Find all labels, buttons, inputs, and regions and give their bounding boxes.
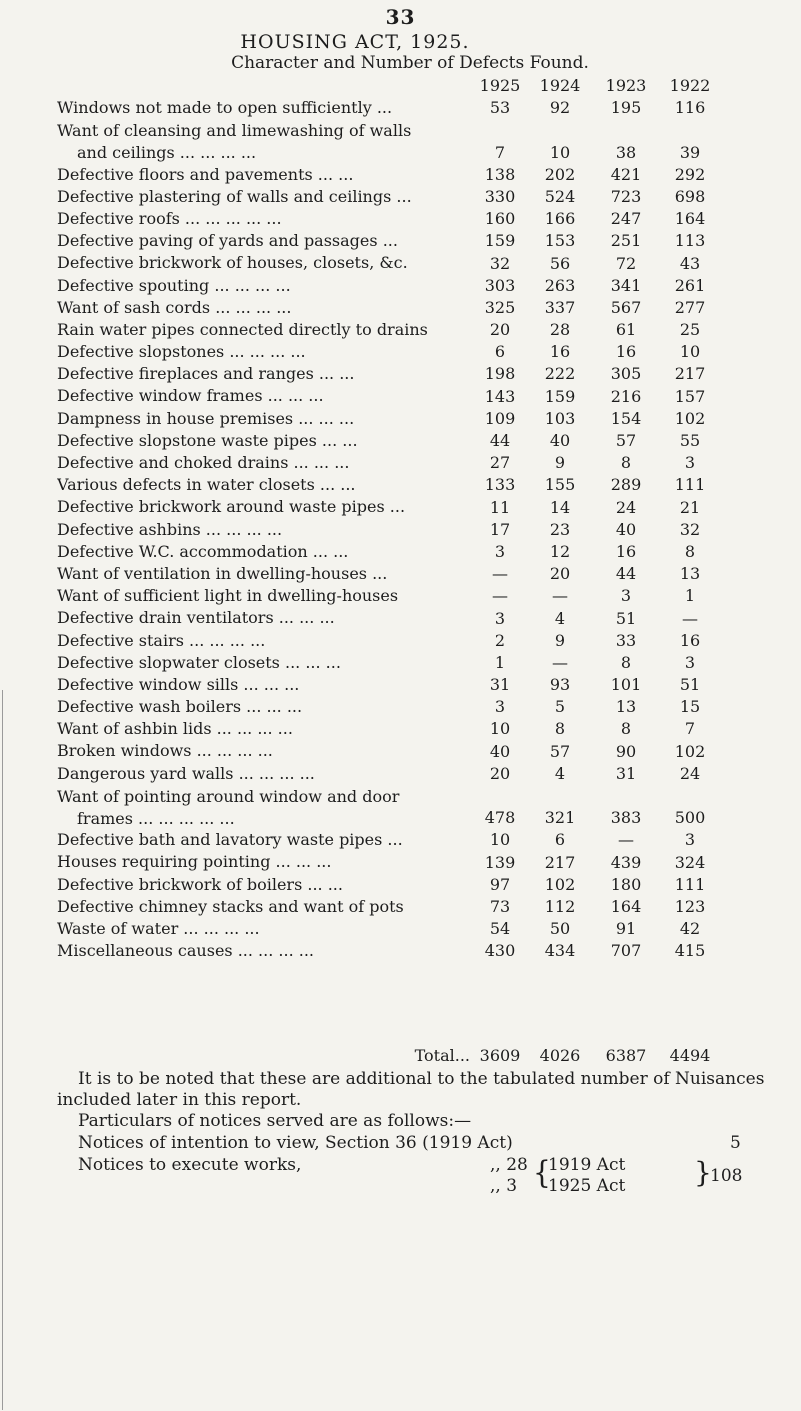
defect-count: 102 <box>674 408 706 428</box>
defect-count: 93 <box>549 675 571 695</box>
defect-count: 91 <box>615 919 637 939</box>
defect-label <box>57 830 475 849</box>
defect-label-line: Waste of water ... ... ... ... <box>57 918 260 938</box>
defect-count: 3 <box>684 453 696 473</box>
table-row <box>0 941 801 963</box>
defect-count: — <box>552 652 568 672</box>
defect-count: 251 <box>610 231 642 251</box>
defect-label <box>57 231 475 250</box>
defect-count: 439 <box>610 852 642 872</box>
defect-label-line: Defective slopstones ... ... ... ... <box>57 342 306 362</box>
defect-count: 321 <box>544 808 576 828</box>
defect-count: 217 <box>544 852 576 872</box>
defect-count: 707 <box>610 941 642 961</box>
defect-count: 113 <box>674 231 706 251</box>
defect-count: 164 <box>674 209 706 229</box>
defect-label <box>57 431 475 450</box>
defect-count: 32 <box>679 519 701 539</box>
defect-label <box>57 342 475 361</box>
defect-count: 500 <box>674 808 706 828</box>
defect-label <box>57 386 475 405</box>
execute-section-2: ,, 3 <box>490 1176 518 1196</box>
defect-label-line: Defective window sills ... ... ... <box>57 674 300 694</box>
defect-label-line: Defective spouting ... ... ... ... <box>57 275 291 295</box>
defect-count: 415 <box>674 941 706 961</box>
defect-label-line: Defective window frames ... ... ... <box>57 386 324 406</box>
defect-count: 6 <box>554 830 566 850</box>
defect-count: 261 <box>674 275 706 295</box>
defect-count: 16 <box>615 541 637 561</box>
defect-label <box>57 253 475 272</box>
defect-count: 8 <box>620 719 632 739</box>
defect-label-line: Defective paving of yards and passages ... <box>57 231 398 251</box>
defect-count: — <box>552 586 568 606</box>
defect-count: 102 <box>674 741 706 761</box>
defect-count: 3 <box>684 652 696 672</box>
table-row <box>0 497 801 519</box>
defect-count: 157 <box>674 386 706 406</box>
defect-count: 92 <box>549 98 571 118</box>
defect-count: 27 <box>489 453 511 473</box>
defect-count: 567 <box>610 297 642 317</box>
table-row <box>0 564 801 586</box>
defect-label-line: Defective drain ventilators ... ... ... <box>57 608 335 628</box>
defect-count: 73 <box>489 896 511 916</box>
defect-count: 202 <box>544 164 576 184</box>
defect-count: 159 <box>484 231 516 251</box>
defect-count: 72 <box>615 253 637 273</box>
table-row <box>0 719 801 741</box>
defect-count: 383 <box>610 808 642 828</box>
defect-count: — <box>492 586 508 606</box>
defect-label <box>57 542 475 561</box>
defect-label <box>57 697 475 716</box>
defect-label <box>57 875 475 894</box>
defect-count: 217 <box>674 364 706 384</box>
defect-count: 57 <box>615 431 637 451</box>
defect-count: 11 <box>489 497 511 517</box>
table-row <box>0 586 801 608</box>
defect-count: 138 <box>484 164 516 184</box>
execute-section-1: ,, 28 <box>490 1155 528 1175</box>
defect-count: 7 <box>684 719 696 739</box>
defect-count: 13 <box>679 564 701 584</box>
defect-count: 10 <box>679 342 701 362</box>
defect-count: 4 <box>554 763 566 783</box>
defect-count: 16 <box>679 630 701 650</box>
defect-label <box>57 165 475 184</box>
defect-count: 103 <box>544 408 576 428</box>
defect-count: 330 <box>484 186 516 206</box>
defect-label <box>57 187 475 206</box>
defect-label <box>57 852 475 871</box>
page-subtitle: Character and Number of Defects Found. <box>231 53 589 73</box>
defect-label-line: Want of ashbin lids ... ... ... ... <box>57 719 293 739</box>
table-row <box>0 320 801 342</box>
defect-label-line: Want of sash cords ... ... ... ... <box>57 297 292 317</box>
defect-label-continuation: frames ... ... ... ... ... <box>77 809 235 829</box>
defect-count: 44 <box>615 564 637 584</box>
table-row <box>0 631 801 653</box>
defect-count: 9 <box>554 453 566 473</box>
table-row <box>0 653 801 675</box>
defect-count: 723 <box>610 186 642 206</box>
table-row <box>0 875 801 897</box>
defect-count: 112 <box>544 896 576 916</box>
defect-count: 2 <box>494 630 506 650</box>
defect-count: 8 <box>620 652 632 672</box>
defect-label <box>57 364 475 383</box>
defect-count: 305 <box>610 364 642 384</box>
defect-count: 3 <box>494 541 506 561</box>
page-title: HOUSING ACT, 1925. <box>240 31 470 53</box>
defect-count: 133 <box>484 475 516 495</box>
defect-count: 1 <box>494 652 506 672</box>
defect-count: 12 <box>549 541 571 561</box>
defect-label-line: Defective fireplaces and ranges ... ... <box>57 364 355 384</box>
defect-count: 16 <box>615 342 637 362</box>
table-row <box>0 386 801 408</box>
defect-count: 39 <box>679 142 701 162</box>
table-row <box>0 830 801 852</box>
table-row <box>0 209 801 231</box>
defect-label <box>57 764 475 783</box>
defect-count: 101 <box>610 675 642 695</box>
defect-count: 3 <box>684 830 696 850</box>
total-value: 3609 <box>479 1046 521 1065</box>
defect-count: 17 <box>489 519 511 539</box>
defect-label-line: Defective ashbins ... ... ... ... <box>57 519 283 539</box>
particulars-note: Particulars of notices served are as follows:— <box>78 1111 472 1131</box>
defects-table <box>0 98 801 963</box>
defect-label <box>57 586 475 605</box>
defect-count: 109 <box>484 408 516 428</box>
defect-count: 155 <box>544 475 576 495</box>
table-row <box>0 231 801 253</box>
defect-count: 31 <box>615 763 637 783</box>
defect-count: 524 <box>544 186 576 206</box>
defect-count: 10 <box>489 830 511 850</box>
defect-label-line: Want of sufficient light in dwelling-houses <box>57 586 399 606</box>
defect-label <box>57 475 475 494</box>
defect-label-line: Defective stairs ... ... ... ... <box>57 630 266 650</box>
defect-count: 44 <box>489 431 511 451</box>
additional-note: It is to be noted that these are additional to the tabulated number of Nuisances included later in this report. <box>57 1069 765 1110</box>
defect-count: 28 <box>549 320 571 340</box>
defect-count: 180 <box>610 874 642 894</box>
defect-count: 6 <box>494 342 506 362</box>
defect-count: 198 <box>484 364 516 384</box>
defect-count: 325 <box>484 297 516 317</box>
defect-count: 263 <box>544 275 576 295</box>
defect-count: 111 <box>674 475 706 495</box>
defect-count: 53 <box>489 98 511 118</box>
defect-count: 164 <box>610 896 642 916</box>
year-header: 1923 <box>605 76 647 95</box>
defect-count: 14 <box>549 497 571 517</box>
defect-count: 303 <box>484 275 516 295</box>
defect-label-line: Defective slopwater closets ... ... ... <box>57 652 341 672</box>
defect-count: 3 <box>494 697 506 717</box>
defect-count: 38 <box>615 142 637 162</box>
defect-count: 57 <box>549 741 571 761</box>
defect-count: 15 <box>679 697 701 717</box>
defect-label <box>57 209 475 228</box>
defect-label-line: Defective and choked drains ... ... ... <box>57 453 350 473</box>
defect-label <box>57 520 475 539</box>
defect-count: 31 <box>489 675 511 695</box>
view-notices-label: Notices of intention to view, Section 36 (1919 Act) <box>78 1133 513 1153</box>
defect-count: 160 <box>484 209 516 229</box>
defect-count: 8 <box>684 541 696 561</box>
defect-count: 24 <box>679 763 701 783</box>
defect-count: 153 <box>544 231 576 251</box>
table-row <box>0 520 801 542</box>
defect-label <box>57 608 475 627</box>
defect-count: 40 <box>549 431 571 451</box>
defect-count: 289 <box>610 475 642 495</box>
defect-label-line: Defective roofs ... ... ... ... ... <box>57 208 282 228</box>
right-brace: } <box>694 1156 712 1189</box>
defect-count: 16 <box>549 342 571 362</box>
defect-count: 23 <box>549 519 571 539</box>
defect-count: 154 <box>610 408 642 428</box>
defect-count: 195 <box>610 98 642 118</box>
defect-count: 97 <box>489 874 511 894</box>
defect-count: 277 <box>674 297 706 317</box>
defect-count: 25 <box>679 320 701 340</box>
defect-count: 43 <box>679 253 701 273</box>
table-row <box>0 852 801 874</box>
defect-label-line: Defective brickwork around waste pipes ... <box>57 497 406 517</box>
table-row <box>0 697 801 719</box>
defect-count: 166 <box>544 209 576 229</box>
execute-notices-label: Notices to execute works, <box>78 1155 302 1175</box>
defect-count: 8 <box>620 453 632 473</box>
table-row <box>0 741 801 763</box>
totals-label: Total... <box>414 1046 470 1065</box>
defect-label-line: Defective floors and pavements ... ... <box>57 164 354 184</box>
defect-label <box>57 897 475 916</box>
defect-count: 56 <box>549 253 571 273</box>
defect-label <box>57 919 475 938</box>
defect-count: 20 <box>489 320 511 340</box>
defect-label <box>57 276 475 295</box>
defect-label <box>57 741 475 760</box>
defect-count: 90 <box>615 741 637 761</box>
defect-label-line: Defective plastering of walls and ceilings ... <box>57 186 412 206</box>
defect-count: 40 <box>615 519 637 539</box>
defect-count: 111 <box>674 874 706 894</box>
table-row <box>0 542 801 564</box>
total-value: 6387 <box>605 1046 647 1065</box>
defect-label-line: Dampness in house premises ... ... ... <box>57 408 355 428</box>
defect-count: 10 <box>489 719 511 739</box>
table-row <box>0 364 801 386</box>
defect-count: 698 <box>674 186 706 206</box>
defect-count: 54 <box>489 919 511 939</box>
year-header: 1924 <box>539 76 581 95</box>
defect-count: 61 <box>615 320 637 340</box>
execute-act-2: 1925 Act <box>548 1176 626 1196</box>
table-row <box>0 675 801 697</box>
defect-count: — <box>682 608 698 628</box>
defect-label <box>57 941 475 960</box>
defect-label <box>57 298 475 317</box>
total-value: 4494 <box>669 1046 711 1065</box>
table-row <box>0 431 801 453</box>
table-row <box>0 608 801 630</box>
defect-count: 102 <box>544 874 576 894</box>
defect-label-line: Defective chimney stacks and want of pots <box>57 896 404 916</box>
defect-label <box>57 653 475 672</box>
defect-count: 9 <box>554 630 566 650</box>
total-value: 4026 <box>539 1046 581 1065</box>
defect-count: 5 <box>554 697 566 717</box>
defect-label <box>57 675 475 694</box>
table-row <box>0 98 801 120</box>
defect-label <box>57 564 475 583</box>
defect-label <box>57 631 475 650</box>
table-row <box>0 786 801 830</box>
defect-count: 40 <box>489 741 511 761</box>
year-header: 1922 <box>669 76 711 95</box>
defect-count: 20 <box>549 564 571 584</box>
defect-count: 478 <box>484 808 516 828</box>
table-row <box>0 764 801 786</box>
defect-count: 3 <box>620 586 632 606</box>
defect-count: 55 <box>679 431 701 451</box>
defect-label-line: Broken windows ... ... ... ... <box>57 741 273 761</box>
execute-act-1: 1919 Act <box>548 1155 626 1175</box>
defect-label-line: Want of cleansing and limewashing of walls <box>57 121 412 141</box>
table-row <box>0 409 801 431</box>
defect-count: 8 <box>554 719 566 739</box>
defect-label-line: Want of ventilation in dwelling-houses ... <box>57 563 388 583</box>
table-row <box>0 120 801 164</box>
defect-count: 159 <box>544 386 576 406</box>
defect-label <box>57 719 475 738</box>
defect-count: 324 <box>674 852 706 872</box>
defect-label-line: Want of pointing around window and door <box>57 786 400 806</box>
defect-count: 7 <box>494 142 506 162</box>
defect-label <box>57 409 475 428</box>
defect-count: 24 <box>615 497 637 517</box>
year-header: 1925 <box>479 76 521 95</box>
table-row <box>0 253 801 275</box>
defect-label-line: Various defects in water closets ... ... <box>57 475 356 495</box>
defect-count: 3 <box>494 608 506 628</box>
table-row <box>0 165 801 187</box>
defect-count: 430 <box>484 941 516 961</box>
defect-label-line: Defective bath and lavatory waste pipes ... <box>57 830 403 850</box>
table-row <box>0 919 801 941</box>
table-row <box>0 453 801 475</box>
defect-label <box>57 786 475 830</box>
defect-count: 51 <box>679 675 701 695</box>
defect-count: 51 <box>615 608 637 628</box>
defect-label-line: Dangerous yard walls ... ... ... ... <box>57 763 315 783</box>
defect-label-continuation: and ceilings ... ... ... ... <box>77 143 257 163</box>
year-column-headers <box>0 76 801 96</box>
defect-count: 33 <box>615 630 637 650</box>
defect-count: 42 <box>679 919 701 939</box>
totals-row <box>0 1046 801 1068</box>
view-notices-count: 5 <box>730 1133 741 1153</box>
defect-count: 13 <box>615 697 637 717</box>
defect-label <box>57 120 475 164</box>
defect-count: 21 <box>679 497 701 517</box>
left-brace: { <box>533 1154 551 1191</box>
table-row <box>0 342 801 364</box>
defect-count: 116 <box>674 98 706 118</box>
defect-label-line: Defective slopstone waste pipes ... ... <box>57 430 358 450</box>
defect-count: 4 <box>554 608 566 628</box>
defect-label-line: Defective brickwork of boilers ... ... <box>57 874 343 894</box>
table-row <box>0 475 801 497</box>
defect-count: 20 <box>489 763 511 783</box>
table-row <box>0 897 801 919</box>
defect-label <box>57 320 475 339</box>
defect-label-line: Defective brickwork of houses, closets, &c. <box>57 253 408 273</box>
defect-count: — <box>618 830 634 850</box>
defect-count: 337 <box>544 297 576 317</box>
defect-label <box>57 453 475 472</box>
defect-label-line: Rain water pipes connected directly to drains <box>57 319 428 339</box>
defect-count: 434 <box>544 941 576 961</box>
defect-label <box>57 497 475 516</box>
defect-label-line: Windows not made to open sufficiently ... <box>57 98 393 117</box>
defect-label-line: Defective W.C. accommodation ... ... <box>57 541 349 561</box>
defect-count: 216 <box>610 386 642 406</box>
table-row <box>0 187 801 209</box>
defect-count: 123 <box>674 896 706 916</box>
defect-label-line: Miscellaneous causes ... ... ... ... <box>57 941 314 961</box>
defect-count: — <box>492 564 508 584</box>
execute-notices-count: 108 <box>710 1166 743 1186</box>
defect-count: 341 <box>610 275 642 295</box>
defect-count: 10 <box>549 142 571 162</box>
defect-count: 292 <box>674 164 706 184</box>
table-row <box>0 298 801 320</box>
defect-count: 50 <box>549 919 571 939</box>
defect-count: 143 <box>484 386 516 406</box>
defect-count: 32 <box>489 253 511 273</box>
defect-count: 139 <box>484 852 516 872</box>
page-number: 33 <box>385 5 416 29</box>
defect-label-line: Defective wash boilers ... ... ... <box>57 697 303 717</box>
defect-label-line: Houses requiring pointing ... ... ... <box>57 852 332 872</box>
defect-count: 247 <box>610 209 642 229</box>
table-row <box>0 276 801 298</box>
defect-count: 1 <box>684 586 696 606</box>
defect-count: 222 <box>544 364 576 384</box>
defect-label <box>57 98 475 117</box>
defect-count: 421 <box>610 164 642 184</box>
